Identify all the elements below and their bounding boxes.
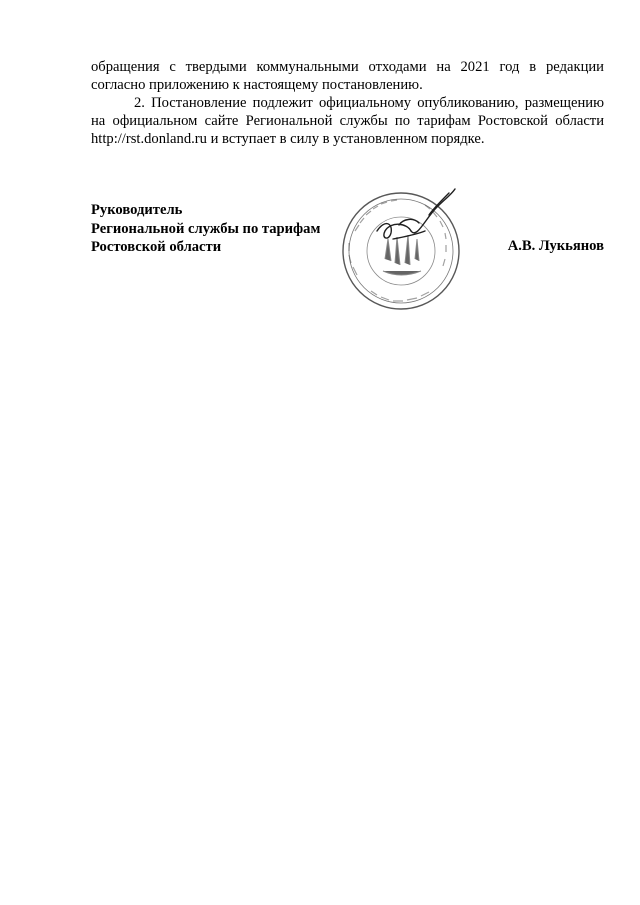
signer-name: А.В. Лукьянов (507, 238, 604, 254)
paragraph-continuation: обращения с твердыми коммунальными отходами на 2021 год в редакции согласно приложению к настоящему постановлению. (91, 59, 604, 93)
position-line-3: Ростовской области (91, 239, 222, 255)
signature-block (91, 201, 604, 311)
position-line-1: Руководитель (91, 202, 183, 218)
official-seal-icon (333, 179, 473, 319)
document-body (91, 58, 604, 148)
signer-position (91, 201, 320, 257)
paragraph-publication-clause: 2. Постановление подлежит официальному опубликованию, размещению на официальном сайте Региональной службы по тарифам Ростовской области http://rst.donland.ru и вступает в силу в установленном порядке. (91, 95, 604, 147)
position-line-2: Региональной службы по тарифам (91, 220, 321, 237)
